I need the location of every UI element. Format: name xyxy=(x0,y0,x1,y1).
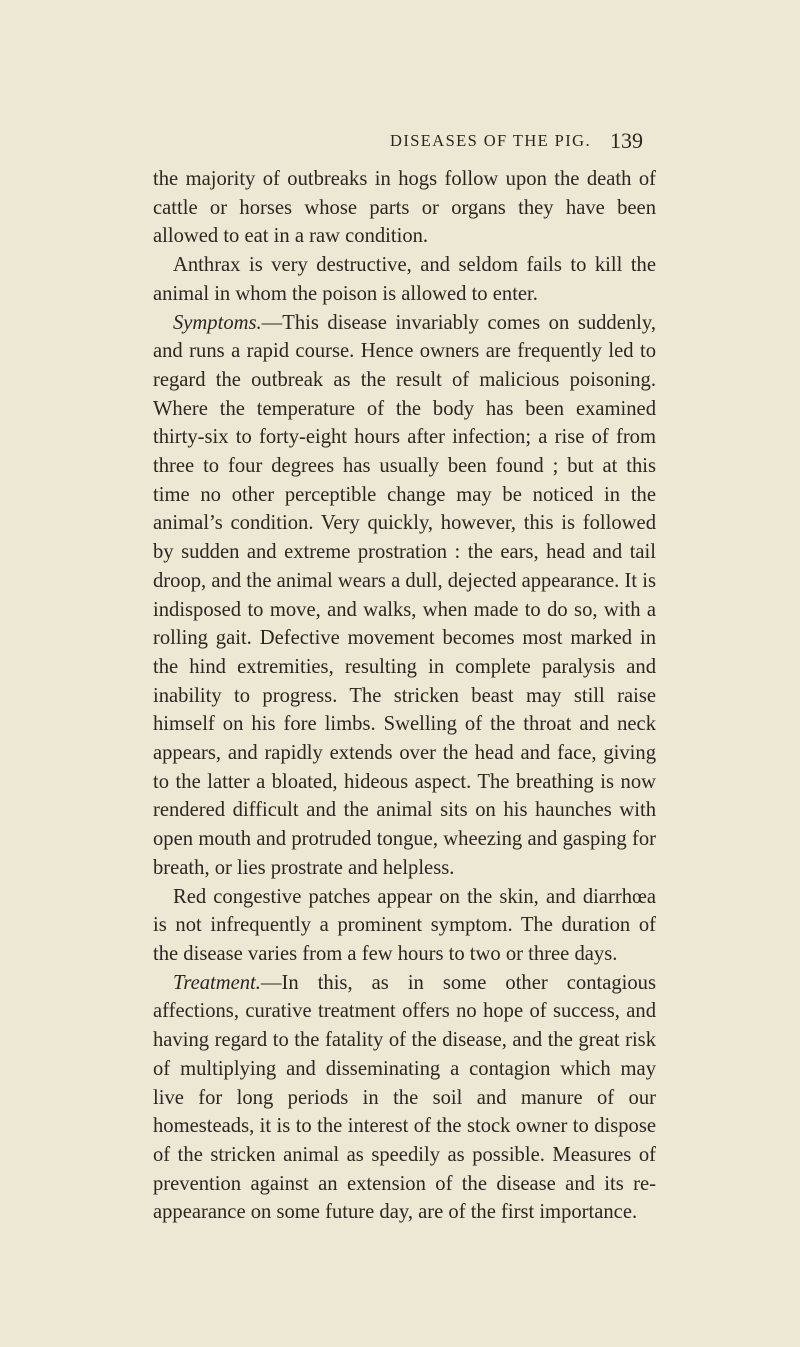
treatment-text: —In this, as in some other contagious affections, curative treatment offers no hope of success, and having regard to the fatality of the disease, and the great risk of multiplying and disseminating a contagion which may live for long periods in the soil and manure of our homesteads, it is to the interest of the stock owner to dispose of the stricken animal as speedily as possible. Measures of prevention against an extension of the disease and its re-appearance on some future day, are of the first importance. xyxy=(153,971,656,1224)
symptoms-heading: Symptoms. xyxy=(173,311,262,334)
paragraph-2: Anthrax is very destructive, and seldom fails to kill the animal in whom the poison is allowed to enter. xyxy=(153,254,656,305)
paragraph-treatment xyxy=(153,969,656,1227)
paragraph-1: the majority of outbreaks in hogs follow upon the death of cattle or horses whose parts or organs they have been allowed to eat in a raw condition. xyxy=(153,168,656,248)
running-title: DISEASES OF THE PIG. xyxy=(390,131,591,150)
running-head xyxy=(0,128,800,161)
paragraph-symptoms xyxy=(153,309,656,883)
page-number: 139 xyxy=(610,128,643,153)
paragraph-4: Red congestive patches appear on the skin, and diarrhœa is not infrequently a prominent symptom. The duration of the disease varies from a few hours to two or three days. xyxy=(153,885,656,965)
body-text xyxy=(153,165,656,1227)
treatment-heading: Treatment. xyxy=(173,971,261,994)
symptoms-text: —This disease invariably comes on suddenly, and runs a rapid course. Hence owners are frequently led to regard the outbreak as the result of malicious poisoning. Where the temperature of the body has been examined thirty-six to forty-eight hours after infection; a rise of from three to four degrees has usually been found ; but at this time no other perceptible change may be noticed in the animal’s condition. Very quickly, however, this is followed by sudden and extreme prostration : the ears, head and tail droop, and the animal wears a dull, dejected appearance. It is indisposed to move, and walks, when made to do so, with a rolling gait. Defective movement becomes most marked in the hind extremities, resulting in complete paralysis and inability to progress. The stricken beast may still raise himself on his fore limbs. Swelling of the throat and neck appears, and rapidly extends over the head and face, giving to the latter a bloated, hideous aspect. The breathing is now rendered difficult and the animal sits on his haunches with open mouth and protruded tongue, wheezing and gasping for breath, or lies prostrate and helpless. xyxy=(153,311,656,879)
